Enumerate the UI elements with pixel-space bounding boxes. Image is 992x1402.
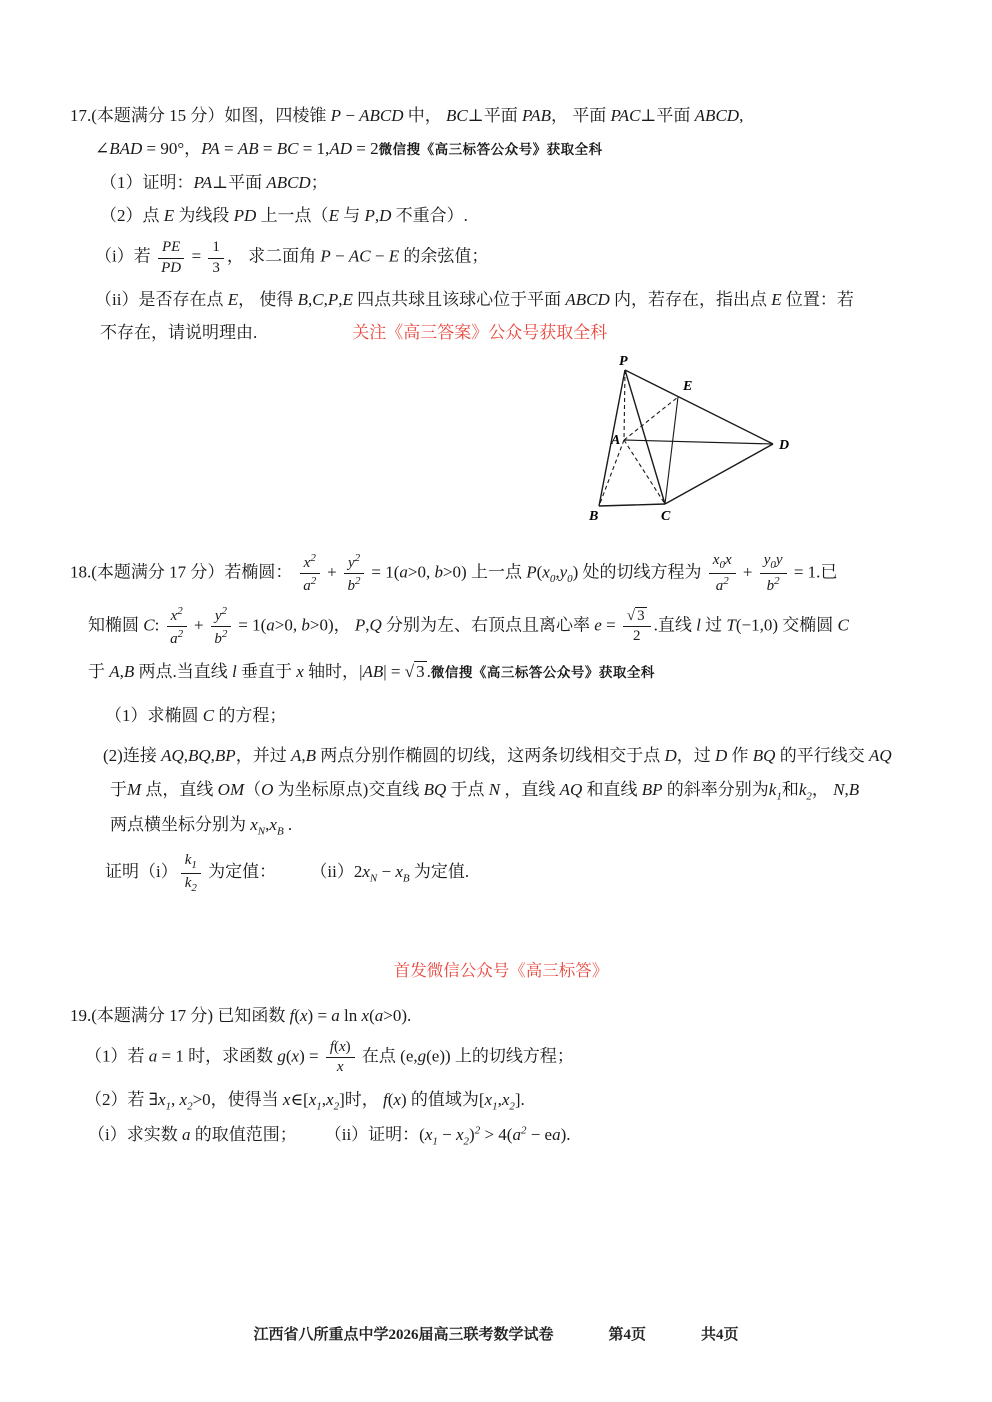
p17-part2-ii-line2: 不存在，请说明理由. 关注《高三答案》公众号获取全科	[100, 323, 608, 343]
p17-part2-i: （i）若 $\frac{PE}{PD}$ = $\frac{1}{3}$ ， 求二面角 P − AC − E 的余弦值；	[95, 239, 489, 276]
page-footer	[0, 1323, 992, 1344]
pyramid-figure	[577, 354, 802, 526]
figure-container	[70, 354, 932, 526]
p17-stem-line1: 17.(本题满分 15 分）如图，四棱锥 P − ABCD 中， BC⊥平面 PAB， 平面 PAC⊥平面 ABCD,	[70, 106, 744, 125]
p17-part2: （2）点 E 为线段 PD 上一点（E 与 P,D 不重合）.	[100, 206, 468, 226]
p18-prove: 证明（i） $\frac{k_1}{k_2}$ 为定值： $(ii)2x_N - x_B$ 为定值.	[105, 852, 470, 895]
p17-stem-line2: ∠BAD = 90°，PA = AB = BC = 1,AD = 2微信搜《高三标答公众号》获取全科	[95, 139, 603, 159]
p19-part2: （2）若 $\exists x_1$, $x_2>0$，使得当 $x\in[x_1,x_2]$时， f(x) 的值域为$[x_1,x_2]$.	[85, 1089, 525, 1112]
footer-page-number: 第4页	[608, 1327, 646, 1343]
red-watermark-center: 首发微信公众号《高三标答》	[393, 960, 609, 980]
p18-stem-line2: 知椭圆 C: $\frac{x^2}{a^2}$ + $\frac{y^2}{b^2}$ = 1(a>0, b>0)， P,Q 分别为左、右顶点且离心率 e = $\frac{√ 3}{2}$ .直线 l 过 T(−1,0) 交椭圆 C	[88, 605, 849, 648]
p17-part2-ii-line1: （ii）是否存在点 E， 使得 B,C,P,E 四点共球且该球心位于平面 ABCD 内，若存在，指出点 E 位置：若	[95, 289, 854, 309]
p19-part2-sub: （i）求实数 a 的取值范围； （ii）证明：$(x_1 - x_2)^2 > 4(a^2 - ea)$.	[88, 1124, 571, 1148]
p17-part1: （1）证明：PA⊥平面 ABCD；	[100, 172, 328, 192]
problem-19	[70, 1003, 932, 1151]
vertex-label-A: A	[611, 432, 621, 448]
vertex-label-B: B	[589, 508, 599, 524]
vertical-gap	[70, 909, 932, 949]
p19-part1: （1）若 a = 1 时，求函数 g(x) = $\frac{f(x)}{x}$ 在点 (e,g(e)) 上的切线方程；	[85, 1039, 574, 1076]
vertex-label-C: C	[661, 508, 671, 524]
problem-17	[70, 103, 932, 526]
p19-stem: 19.(本题满分 17 分) 已知函数 f(x) = a ln x(a>0).	[70, 1005, 412, 1025]
p18-part1: （1）求椭圆 C 的方程；	[105, 705, 287, 725]
p18-part2-line3: 两点横坐标分别为 $x_N,x_B$ .	[110, 815, 293, 838]
footer-page-total: 共4页	[701, 1327, 739, 1343]
p18-stem-line1: 18.(本题满分 17 分）若椭圆： $\frac{x^2}{a^2}$ + $\frac{y^2}{b^2}$ = 1(a>0, b>0) 上一点 $P(x_0,y_0)$ 处的切线方程为 $\frac{x_0x}{a^2}$ + $\frac{y_0y}{b^2}$ = 1.已	[70, 551, 838, 594]
p18-stem-line3: 于 A,B 两点.当直线 l 垂直于 x 轴时，|AB| = √ 3 .微信搜《高三标答公众号》获取全科	[88, 661, 655, 681]
footer-title: 江西省八所重点中学2026届高三联考数学试卷	[253, 1327, 554, 1343]
problem-18	[70, 552, 932, 895]
vertex-label-D: D	[779, 437, 790, 453]
p18-part2-line2: 于M 点，直线 OM（O 为坐标原点)交直线 BQ 于点 N ，直线 AQ 和直线 BP 的斜率分别为$k_1$和$k_2$， N,B	[110, 779, 860, 802]
p18-part2-line1: (2)连接 AQ,BQ,BP，并过 A,B 两点分别作椭圆的切线，这两条切线相交于点 D，过 D 作 BQ 的平行线交 AQ	[103, 746, 892, 766]
vertex-label-P: P	[619, 353, 628, 369]
vertex-label-E: E	[683, 378, 693, 394]
